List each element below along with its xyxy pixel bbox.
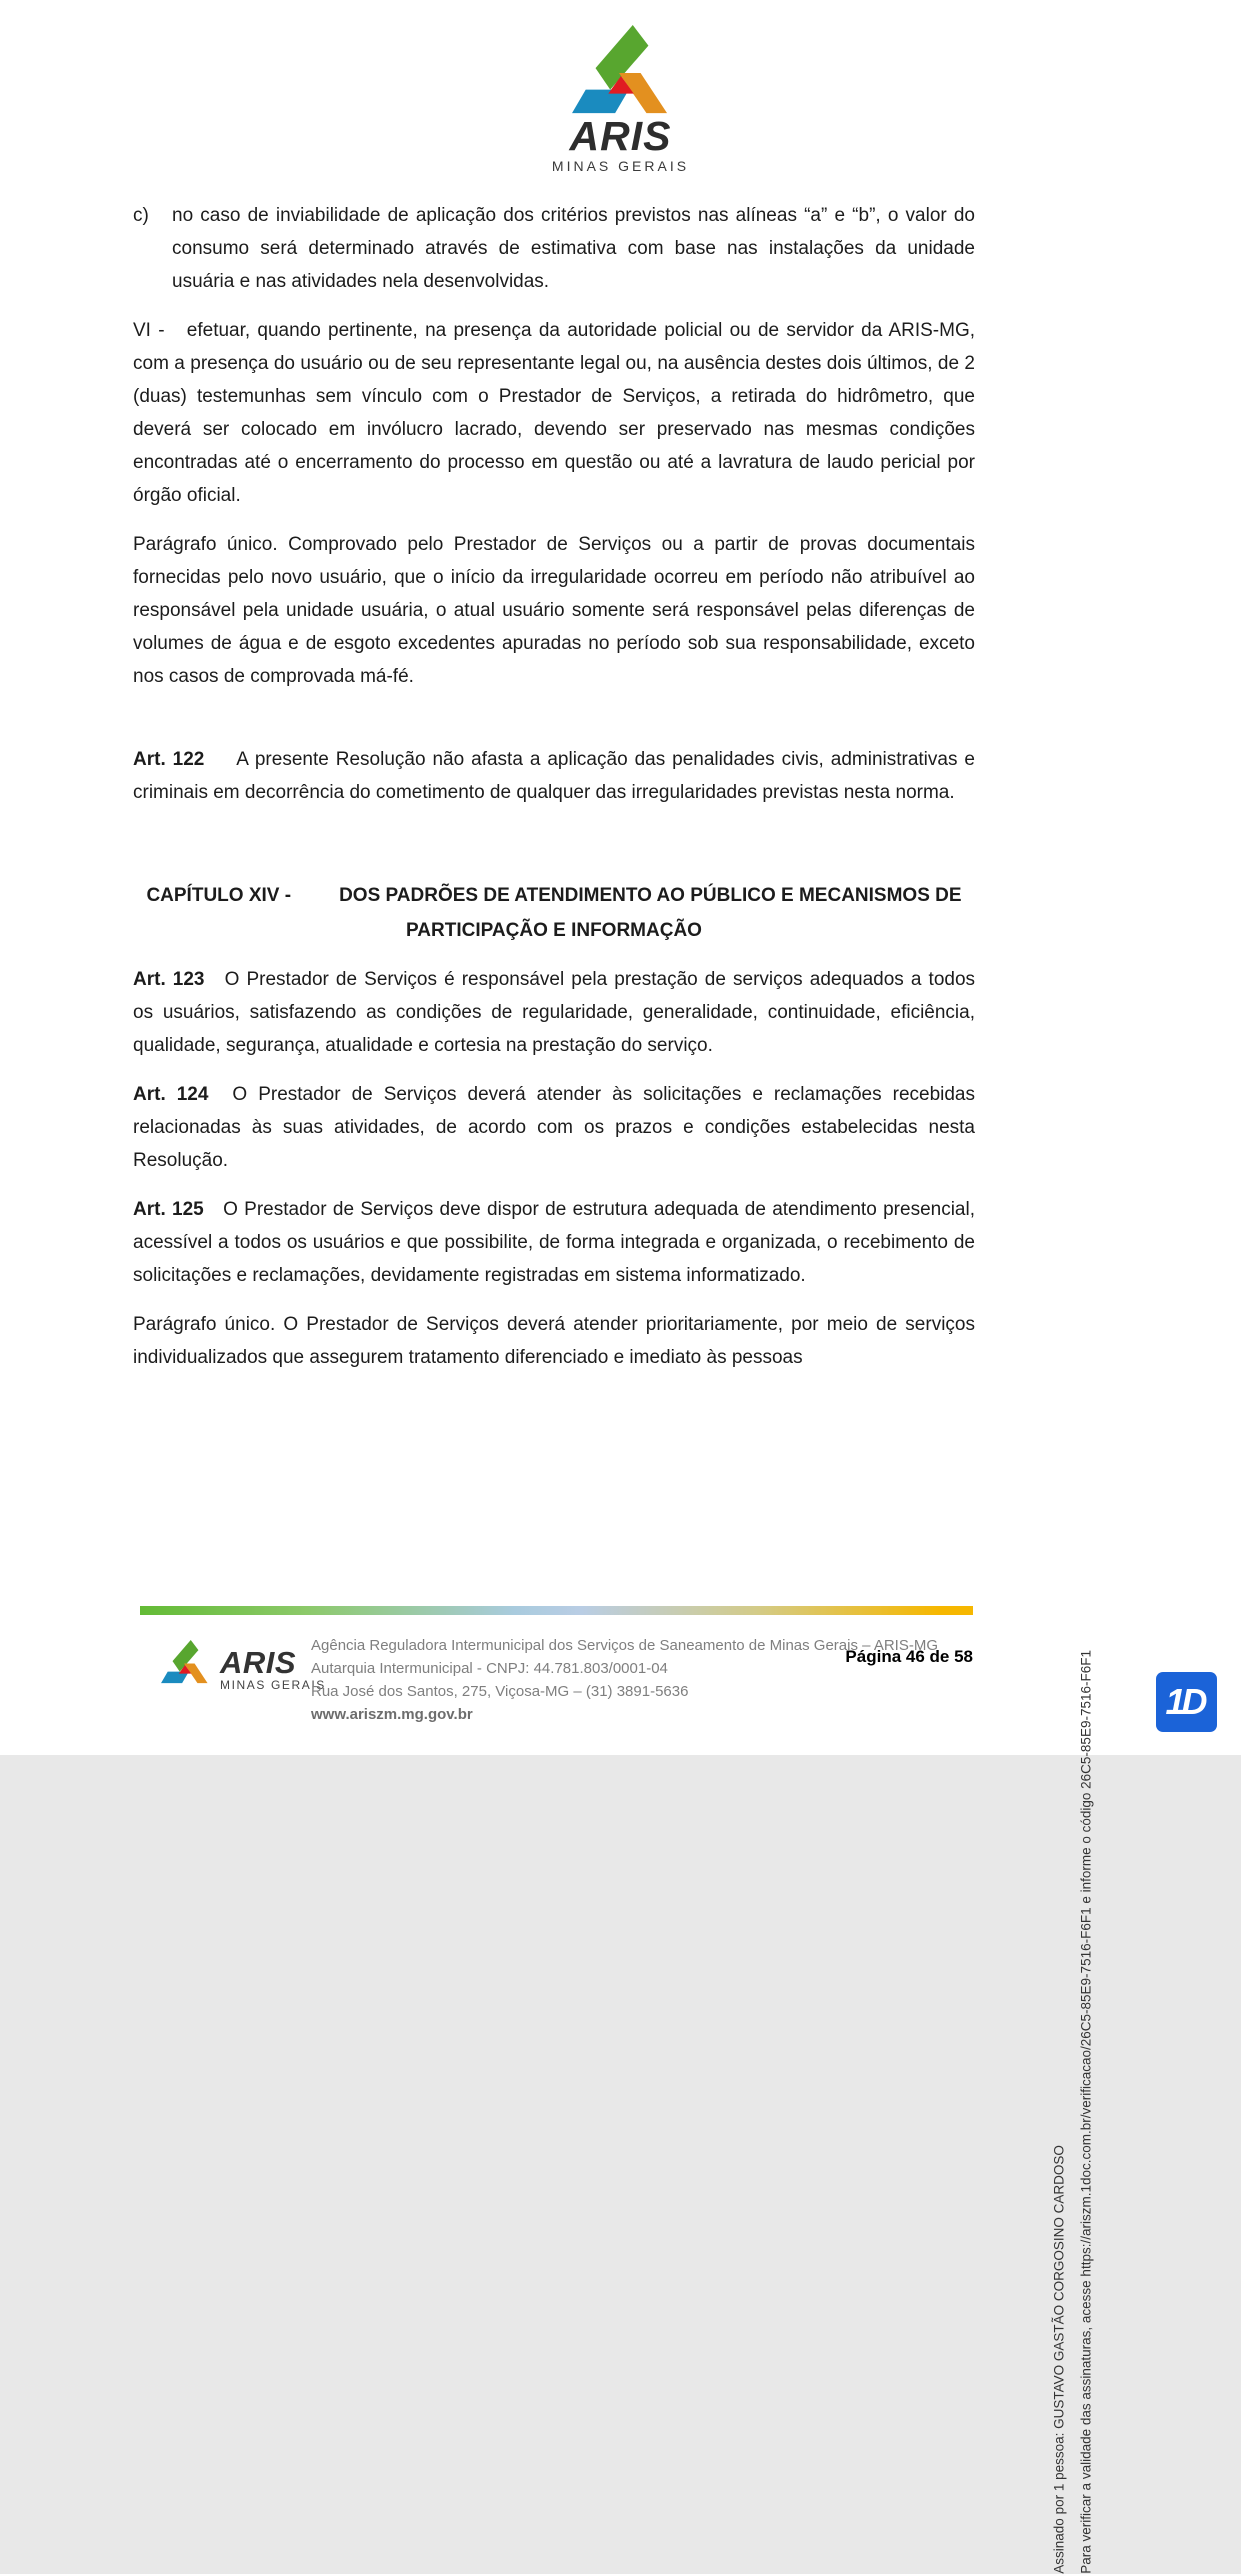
art-124-label: Art. 124 [133,1084,209,1105]
aris-triangle-logo-icon-small [160,1640,210,1687]
onedoc-logo-glyph: 1D [1165,1681,1204,1722]
art-123-text: O Prestador de Serviços é responsável pela prestação de serviços adequados a todos os usuários, satisfazendo as condições de regularidade, generalidade, continuidade, eficiência, qualidade, segurança, atualidade e cortesia na prestação do serviço. [133,969,976,1056]
art-125-text: O Prestador de Serviços deve dispor de estrutura adequada de atendimento presencial, acessível a todos os usuários e que possibilite, de forma integrada e organizada, o recebimento de solicitações e reclamações, devidamente registradas em sistema informatizado. [133,1199,975,1286]
art-122-label: Art. 122 [133,749,205,770]
footer-brand-subtitle: MINAS GERAIS [220,1678,326,1692]
chapter-xiv-line1 [133,879,975,912]
brand-subtitle: MINAS GERAIS [551,158,690,174]
footer-agency-info [311,1634,938,1726]
aris-triangle-logo-icon [571,25,671,121]
footer-agency-website: www.ariszm.mg.gov.br [311,1706,473,1723]
clause-vi-text: efetuar, quando pertinente, na presença da autoridade policial ou de servidor da ARIS-MG, com a presença do usuário ou de seu representante legal ou, na ausência destes dois últimos, de 2 (duas) testemunhas sem vínculo com o Prestador de Serviços, a retirada do hidrômetro, que deverá ser colocado em invólucro lacrado, devendo ser preservado nas mesmas condições encontradas até o encerramento do processo em questão ou até a lavratura de laudo pericial por órgão oficial. [133,320,976,506]
signature-verification-strip [1046,1650,1100,2574]
art-123-label: Art. 123 [133,969,205,990]
art-125-label: Art. 125 [133,1199,204,1220]
paragrafo-unico-1: Parágrafo único. Comprovado pelo Prestador de Serviços ou a partir de provas documentais fornecidas pelo novo usuário, que o início da irregularidade ocorreu em período não atribuível ao responsável pela unidade usuária, o atual usuário somente será responsável pelas diferenças de volumes de água e de esgoto excedentes apuradas no período sob sua responsabilidade, exceto nos casos de comprovada má-fé. [133,534,975,687]
footer-gradient-bar [140,1606,973,1615]
art-124-paragraph [133,1078,975,1177]
clause-vi-marker: VI - [133,320,165,341]
art-122-paragraph [133,743,975,809]
onedoc-signature-logo [1156,1672,1217,1732]
footer-brand-wordmark: ARIS [220,1645,297,1680]
art-125-paragraph [133,1193,975,1292]
footer-agency-address: Rua José dos Santos, 275, Viçosa-MG – (31) 3891-5636 [311,1683,689,1700]
item-c-marker: c) [133,205,149,226]
art-122-text: A presente Resolução não afasta a aplicação das penalidades civis, administrativas e criminais em decorrência do cometimento de qualquer das irregularidades previstas nesta norma. [133,749,975,803]
header-logo-block [0,0,1241,175]
footer-agency-name: Agência Reguladora Intermunicipal dos Serviços de Saneamento de Minas Gerais – ARIS-MG [311,1637,938,1654]
footer-logo-block [160,1640,326,1693]
art-124-text: O Prestador de Serviços deverá atender às solicitações e reclamações recebidas relacionadas às suas atividades, de acordo com os prazos e condições estabelecidas nesta Resolução. [133,1084,975,1171]
page-number-label: Página 46 de 58 [845,1647,973,1666]
paragrafo-unico-2: Parágrafo único. O Prestador de Serviços deverá atender prioritariamente, por meio de serviços individualizados que assegurem tratamento diferenciado e imediato às pessoas [133,1314,975,1368]
art-123-paragraph [133,963,975,1062]
chapter-xiv-prefix: CAPÍTULO XIV - [146,885,292,906]
chapter-xiv-title: DOS PADRÕES DE ATENDIMENTO AO PÚBLICO E MECANISMOS DE [339,885,962,906]
footer-brand-text [220,1645,326,1693]
signature-verify-url-line: Para verificar a validade das assinaturas, acesse https://ariszm.1doc.com.br/verificacao/26C5-85E9-7516-F6F1 e informe o código 26C5-85E9-7516-F6F1 [1079,1650,1094,2574]
clause-vi-paragraph [133,314,975,512]
signature-signer-line: Assinado por 1 pessoa: GUSTAVO GASTÃO CORGOSINO CARDOSO [1052,2145,1067,2574]
footer-agency-cnpj: Autarquia Intermunicipal - CNPJ: 44.781.803/0001-04 [311,1660,668,1677]
chapter-xiv-line2: PARTICIPAÇÃO E INFORMAÇÃO [406,920,702,941]
item-c-text: no caso de inviabilidade de aplicação dos critérios previstos nas alíneas “a” e “b”, o valor do consumo será determinado através de estimativa com base nas instalações da unidade usuária e nas atividades nela desenvolvidas. [172,205,975,292]
document-body [133,199,975,1374]
chapter-xiv-heading [133,879,975,947]
item-c-paragraph [133,199,975,298]
brand-wordmark: ARIS [569,113,672,159]
